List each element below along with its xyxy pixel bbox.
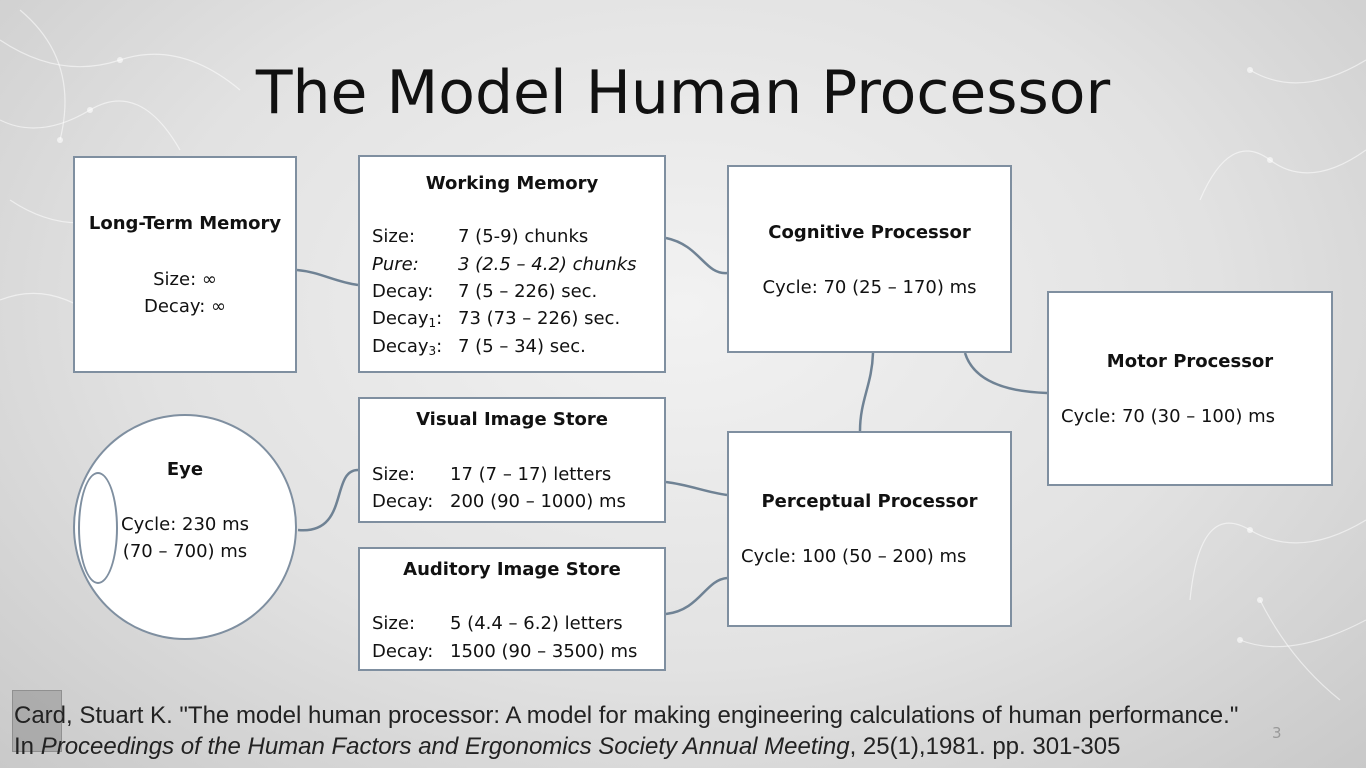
working-memory-box (358, 155, 666, 373)
connector-wm-cognitive (666, 238, 727, 273)
auditory-size-label: Size: (372, 613, 416, 634)
citation-line-2 (14, 731, 1238, 762)
working-memory-row-label: Decay$_3$: (372, 336, 443, 358)
auditory-decay-value: 1500 (90 – 3500) ms (450, 641, 638, 662)
visual-image-store-box (358, 397, 666, 523)
eye-circle (73, 414, 297, 640)
connector-cognitive-perceptual (860, 353, 873, 431)
working-memory-row-value: 3 (2.5 – 4.2) chunks (458, 254, 637, 275)
connector-ltm-wm (297, 270, 358, 285)
page-number: 3 (1272, 724, 1282, 742)
working-memory-row-label: Decay: (372, 281, 434, 302)
visual-image-store-title: Visual Image Store (416, 409, 608, 430)
long-term-memory-decay: Decay: ∞ (144, 296, 226, 317)
working-memory-row (372, 226, 589, 247)
eye-title: Eye (166, 459, 204, 480)
connector-auditory-perceptual (666, 578, 727, 614)
cognitive-processor-title: Cognitive Processor (768, 222, 971, 243)
visual-size-value: 17 (7 – 17) letters (450, 464, 612, 485)
auditory-image-store-box (358, 547, 666, 671)
citation-prefix: In (14, 733, 41, 760)
working-memory-row-value: 7 (5 – 226) sec. (458, 281, 598, 302)
visual-decay-label: Decay: (372, 491, 434, 512)
connector-cognitive-motor (965, 353, 1047, 393)
auditory-size-value: 5 (4.4 – 6.2) letters (450, 613, 623, 634)
working-memory-row-value: 73 (73 – 226) sec. (458, 308, 621, 329)
working-memory-row (372, 308, 621, 330)
working-memory-row (372, 254, 637, 275)
citation-suffix: , 25(1),1981. pp. 301-305 (849, 733, 1121, 760)
connector-eye-visual (298, 470, 358, 530)
working-memory-row-label: Decay$_1$: (372, 308, 443, 330)
long-term-memory-title: Long-Term Memory (88, 213, 282, 234)
connector-visual-perceptual (666, 482, 727, 495)
long-term-memory-box (73, 156, 297, 373)
long-term-memory-size: Size: ∞ (153, 269, 217, 290)
perceptual-processor-cycle: Cycle: 100 (50 – 200) ms (741, 546, 967, 567)
motor-processor-title: Motor Processor (1106, 351, 1274, 372)
perceptual-processor-box (727, 431, 1012, 627)
citation-journal: Proceedings of the Human Factors and Ergonomics Society Annual Meeting (40, 733, 850, 760)
cognitive-processor-box (727, 165, 1012, 353)
page-title: The Model Human Processor (255, 58, 1111, 128)
cognitive-processor-cycle: Cycle: 70 (25 – 170) ms (762, 277, 977, 298)
eye-cycle: Cycle: 230 ms (121, 514, 249, 535)
perceptual-processor-title: Perceptual Processor (761, 491, 978, 512)
motor-processor-box (1047, 291, 1333, 486)
citation-line-1: Card, Stuart K. "The model human processor: A model for making engineering calculations of human performance." (14, 702, 1239, 729)
visual-decay-value: 200 (90 – 1000) ms (450, 491, 626, 512)
visual-size-label: Size: (372, 464, 416, 485)
working-memory-row-value: 7 (5-9) chunks (458, 226, 589, 247)
eye-range: (70 – 700) ms (122, 541, 248, 562)
working-memory-row-value: 7 (5 – 34) sec. (458, 336, 586, 357)
citation (14, 700, 1238, 762)
working-memory-row (372, 336, 586, 358)
motor-processor-cycle: Cycle: 70 (30 – 100) ms (1061, 406, 1275, 427)
auditory-decay-label: Decay: (372, 641, 434, 662)
working-memory-title: Working Memory (425, 173, 599, 194)
working-memory-row (372, 281, 598, 302)
auditory-image-store-title: Auditory Image Store (403, 559, 621, 580)
working-memory-row-label: Size: (372, 226, 416, 247)
working-memory-row-label: Pure: (372, 254, 419, 275)
